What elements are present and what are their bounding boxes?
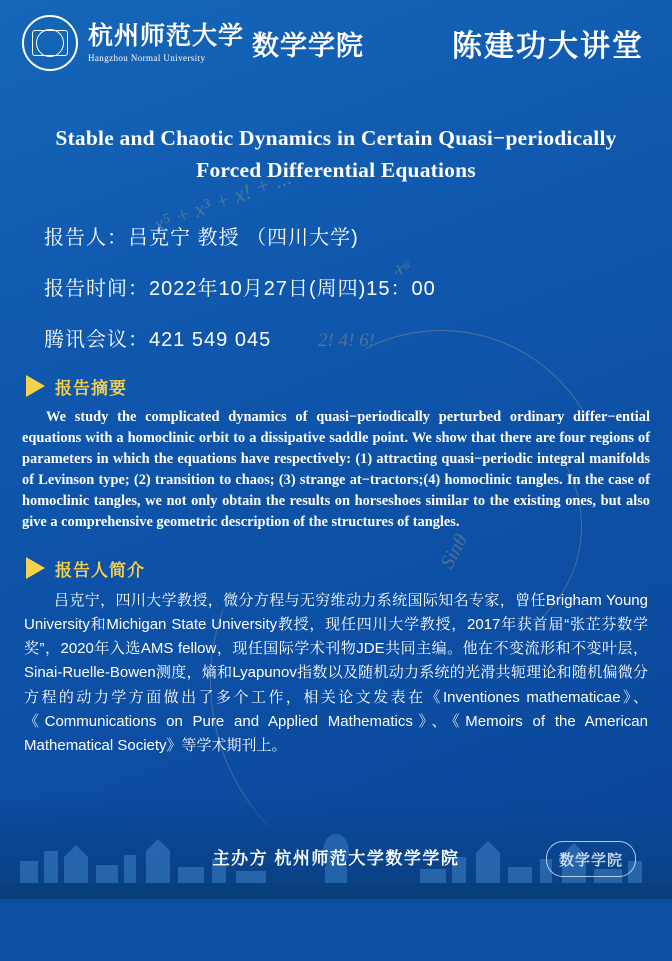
talk-title-line-2: Forced Differential Equations — [196, 158, 476, 183]
footer-bottom-strip — [0, 883, 672, 899]
triangle-bullet-icon — [26, 557, 45, 579]
time-line: 报告时间：2022年10月27日(周四)15：00 — [44, 277, 436, 300]
university-name-block — [88, 24, 244, 63]
speaker-line: 报告人：吕克宁 教授 （四川大学) — [44, 226, 359, 249]
university-name-cn: 杭州师范大学 — [88, 22, 245, 50]
decor-formula-3: 2! 4! 6! — [318, 330, 375, 351]
organizer-text: 主办方 杭州师范大学数学学院 — [212, 849, 460, 868]
decor-formula-2: x⁶ — [395, 258, 411, 279]
abstract-body: We study the complicated dynamics of quasi−periodically perturbed ordinary differ−ential equations with a homoclinic orbit to a dissipative saddle point. We show that there are four regions of parameters in which the equations have respectively: (1) attracting quasi−periodic integral manifolds of Levinson type; (2) transition to chaos; (3) strange at−tractors;(4) homoclinic tangles. In the case of homoclinic tangles, we not only obtain the results on horseshoes similar to the existing ones, but also give a comprehensive geometric description of the structures of tangles. — [22, 408, 650, 531]
department-seal: 数学学院 — [546, 841, 636, 877]
forum-name: 陈建功大讲堂 — [452, 30, 644, 63]
talk-title-line-1: Stable and Chaotic Dynamics in Certain Quasi−periodically — [55, 126, 617, 150]
university-seal-icon — [22, 15, 78, 71]
decor-formula-1: x⁵ + x³ + x! + ... — [149, 164, 295, 238]
talk-title-block — [0, 122, 672, 187]
department-name: 数学学院 — [252, 30, 365, 61]
talk-info-block — [44, 221, 672, 352]
abstract-heading-label: 报告摘要 — [55, 378, 127, 398]
bio-section-heading — [26, 556, 672, 581]
bio-body: 吕克宁，四川大学教授，微分方程与无穷维动力系统国际知名专家，曾任Brigham Young University和Michigan State University教授，现任四川大学教授，2017年获首届“张芷芬数学奖”，2020年入选AMS fellow，现任国际学术刊物JDE共同主编。他在不变流形和不变叶层，Sinai-Ruelle-Bowen测度，熵和Lyapunov指数以及随机动力系统的光滑共轭理论和随机偏微分方程的动力学方面做出了多个工作，相关论文发表在《Inventiones mathematicae》、《Communications on Pure and Applied Mathematics》、《Memoirs of the American Mathematical Society》等学术期刊上。 — [24, 591, 648, 755]
meeting-line: 腾讯会议：421 549 045 — [44, 328, 272, 351]
bio-heading-label: 报告人简介 — [55, 560, 145, 580]
seal-inner-ring — [36, 29, 64, 57]
university-name-en: Hangzhou Normal University — [88, 52, 206, 63]
decor-curve-label: Sinθ — [436, 530, 473, 573]
abstract-section-heading — [26, 374, 672, 399]
triangle-bullet-icon — [26, 375, 45, 397]
page-header — [0, 0, 672, 86]
page-footer — [0, 794, 672, 899]
